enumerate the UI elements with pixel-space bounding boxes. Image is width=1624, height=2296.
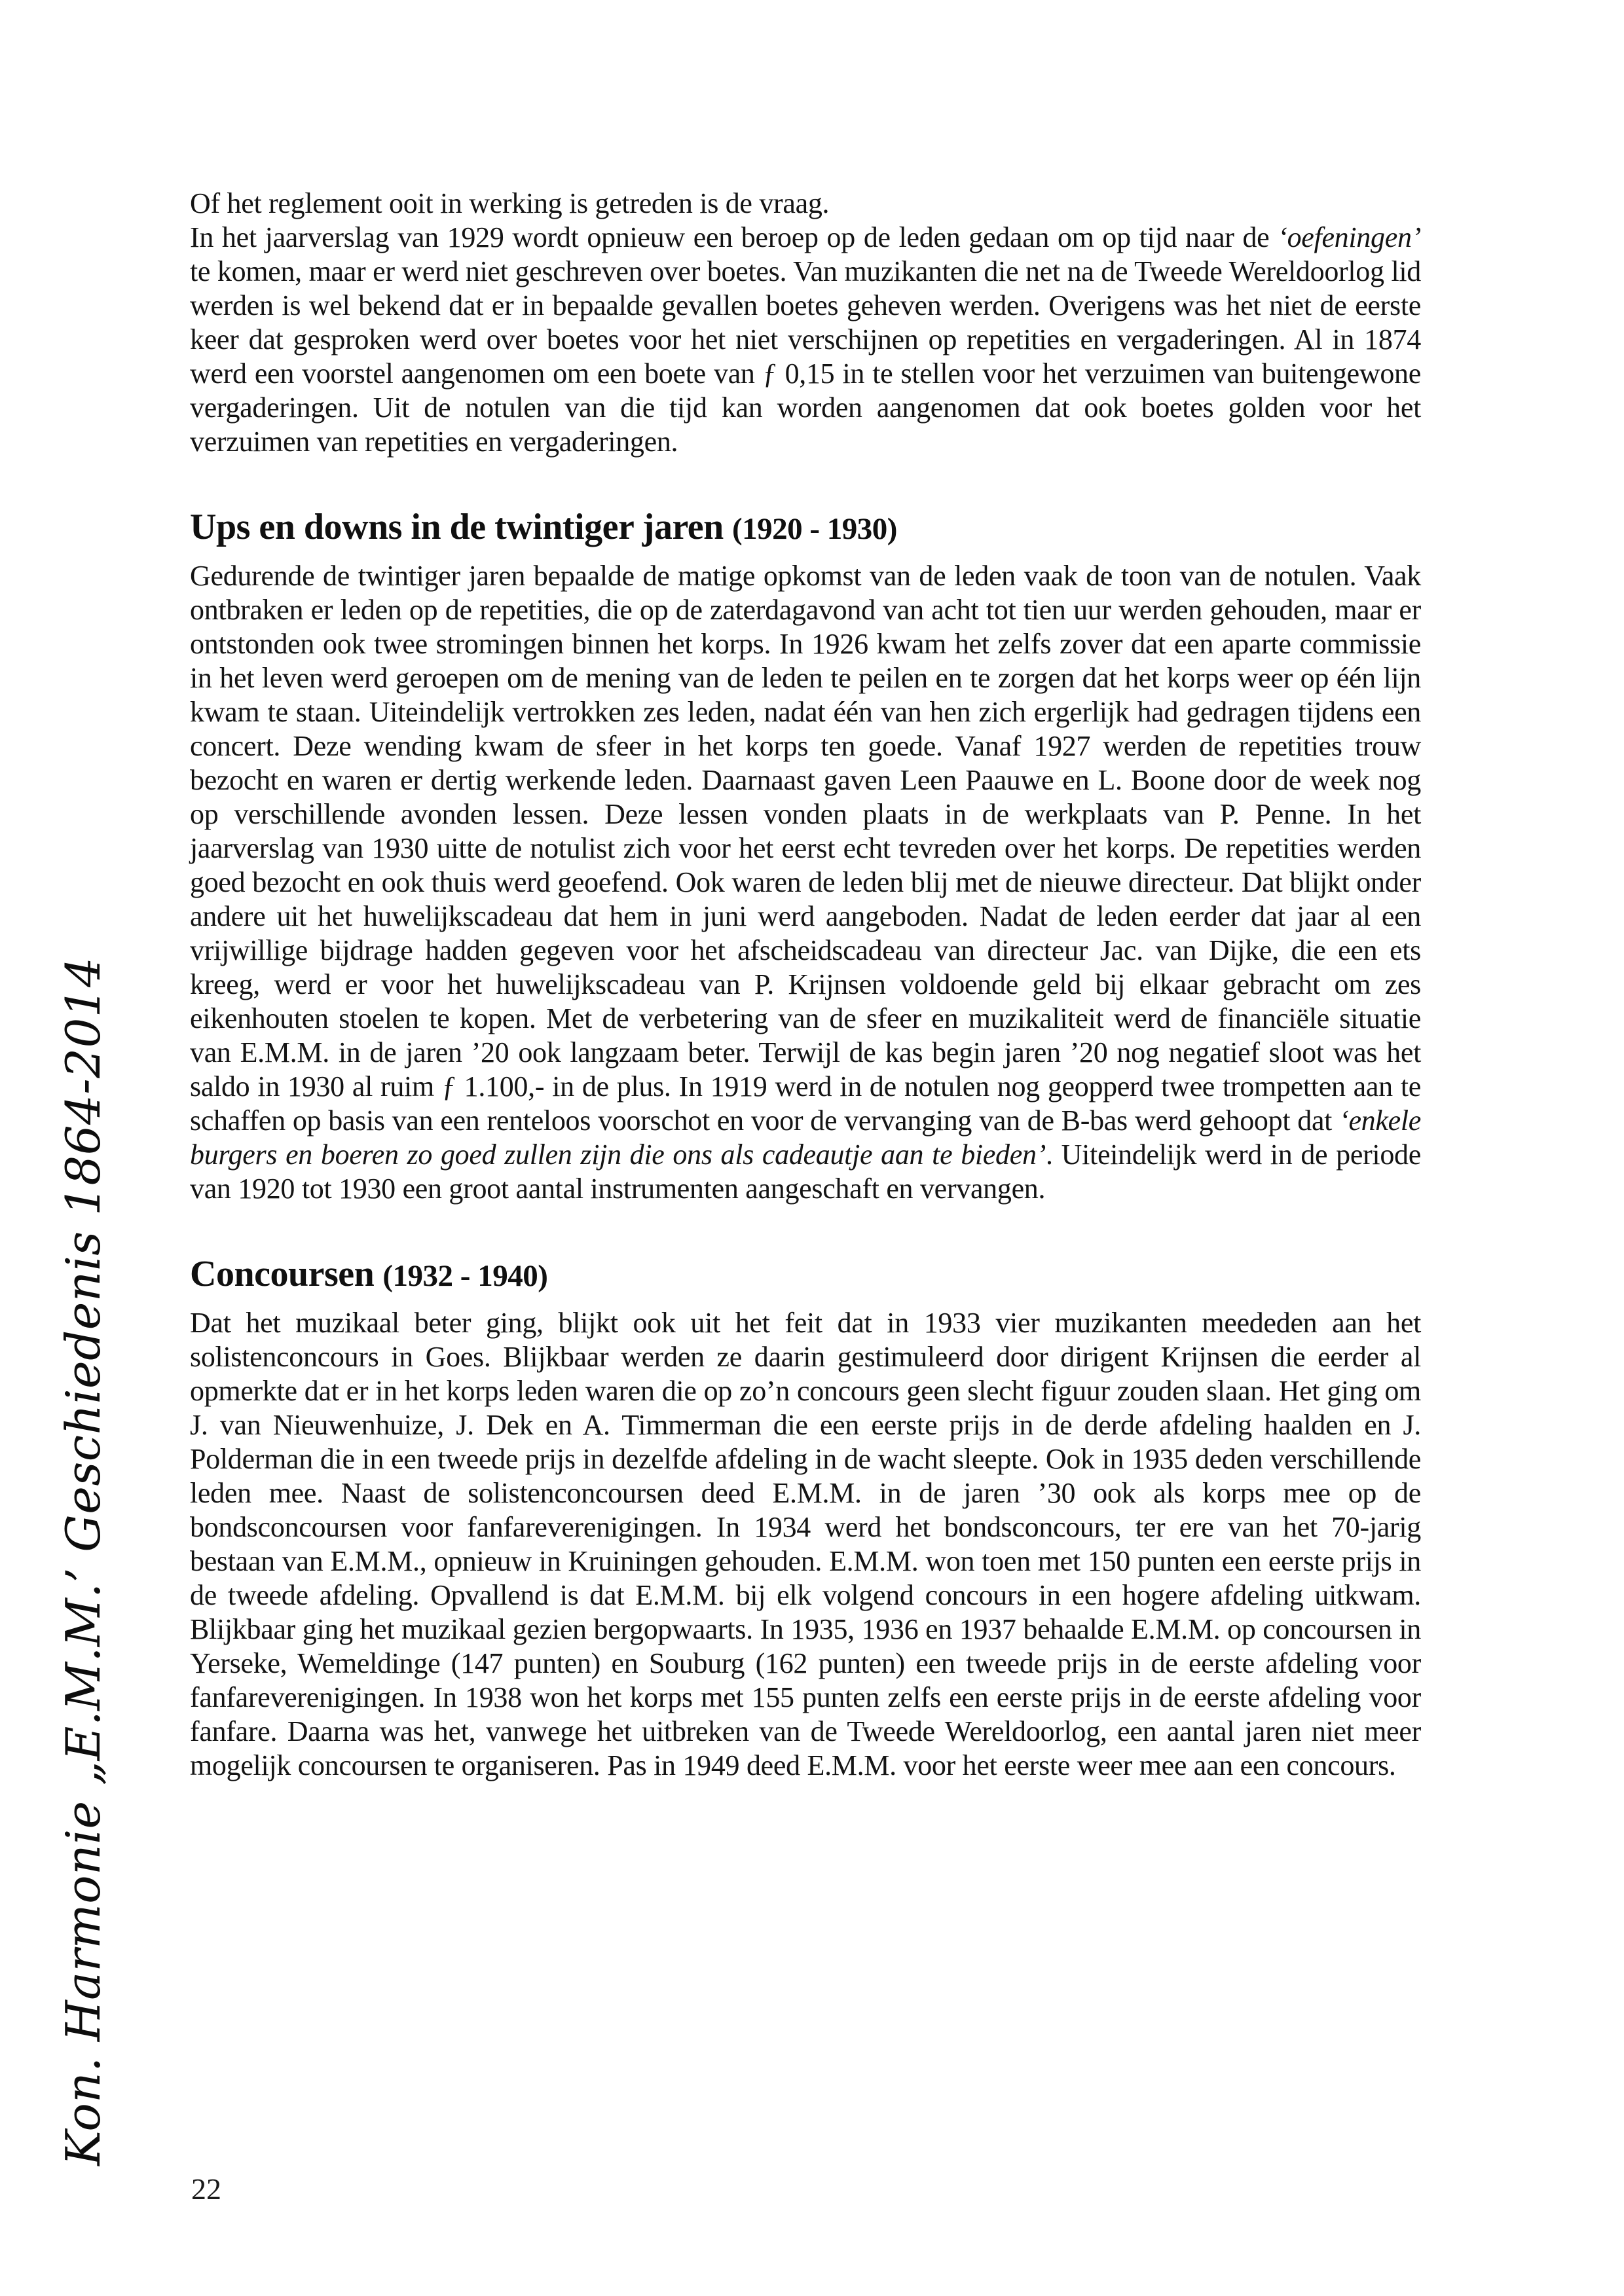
heading-year-range: (1932 - 1940)	[382, 1259, 548, 1293]
paragraph-boetes-text: In het jaarverslag van 1929 wordt opnieuw een beroep op de leden gedaan om op tijd naar de	[190, 221, 1278, 253]
page-number: 22	[191, 2172, 221, 2206]
heading-title: Ups en downs in de twintiger jaren	[190, 507, 724, 547]
paragraph-boetes	[190, 221, 1421, 459]
paragraph-twintiger-jaren	[190, 559, 1421, 1206]
paragraph-boetes-text-cont: te komen, maar er werd niet geschreven over boetes. Van muzikanten die net na de Tweede Wereldoorlog lid werden is wel bekend dat er in bepaalde gevallen boetes geheven werden. Overigens was het niet de eerste keer dat gesproken werd over boetes voor het niet verschijnen op repetities en vergaderingen. Al in 1874 werd een voorstel aangenomen om een boete van ƒ 0,15 in te stellen voor het verzuimen van buitengewone vergaderingen. Uit de notulen van die tijd kan worden aangenomen dat ook boetes golden voor het verzuimen van repetities en vergaderingen.	[190, 255, 1421, 458]
paragraph-boetes-quote: ‘oefeningen’	[1278, 221, 1421, 253]
paragraph-intro: Of het reglement ooit in werking is getreden is de vraag.	[190, 187, 830, 219]
sidebar-vertical-title	[34, 957, 132, 2166]
sidebar-title-text: Kon. Harmonie „E.M.M.’ Geschiedenis 1864-2014	[56, 957, 111, 2166]
page-content	[190, 187, 1421, 1783]
paragraph-concoursen: Dat het muzikaal beter ging, blijkt ook uit het feit dat in 1933 vier muzikanten meededen aan het solistenconcours in Goes. Blijkbaar werden ze daarin gestimuleerd door dirigent Krijnsen die eerder al opmerkte dat er in het korps leden waren die op zo’n concours geen slecht figuur zouden slaan. Het ging om J. van Nieuwenhuize, J. Dek en A. Timmerman die een eerste prijs in de derde afdeling haalden en J. Polderman die in een tweede prijs in dezelfde afdeling in de wacht sleepte. Ook in 1935 deden verschillende leden mee. Naast de solistenconcoursen deed E.M.M. in de jaren ’30 ook als korps mee op de bondsconcoursen voor fanfareverenigingen. In 1934 werd het bondsconcours, ter ere van het 70-jarig bestaan van E.M.M., opnieuw in Kruiningen gehouden. E.M.M. won toen met 150 punten een eerste prijs in de tweede afdeling. Opvallend is dat E.M.M. bij elk volgend concours in een hogere afdeling uitkwam. Blijkbaar ging het muzikaal gezien bergopwaarts. In 1935, 1936 en 1937 behaalde E.M.M. op concoursen in Yerseke, Wemeldinge (147 punten) en Souburg (162 punten) een tweede prijs in de eerste afdeling voor fanfareverenigingen. In 1938 won het korps met 155 punten zelfs een eerste prijs in de eerste afdeling voor fanfare. Daarna was het, vanwege het uitbreken van de Tweede Wereldoorlog, een aantal jaren niet meer mogelijk concoursen te organiseren. Pas in 1949 deed E.M.M. voor het eerste weer mee aan een concours.	[190, 1307, 1421, 1781]
heading-title: Concoursen	[190, 1254, 375, 1294]
section-heading-ups-en-downs	[190, 506, 1421, 550]
paragraph-twintiger-quote: ‘enkele burgers en boeren zo goed zullen zijn die ons als cadeautje aan te bieden’	[190, 1104, 1421, 1171]
heading-year-range: (1920 - 1930)	[731, 512, 897, 546]
paragraph-twintiger-text-cont: . Uiteindelijk werd in de periode van 1920 tot 1930 een groot aantal instrumenten aangeschaft en vervangen.	[190, 1139, 1421, 1205]
paragraph-twintiger-text: Gedurende de twintiger jaren bepaalde de matige opkomst van de leden vaak de toon van de notulen. Vaak ontbraken er leden op de repetities, die op de zaterdagavond van acht tot tien uur werden gehouden, maar er ontstonden ook twee stromingen binnen het korps. In 1926 kwam het zelfs zover dat een aparte commissie in het leven werd geroepen om de mening van de leden te peilen en te zorgen dat het korps weer op één lijn kwam te staan. Uiteindelijk vertrokken zes leden, nadat één van hen zich ergerlijk had gedragen tijdens een concert. Deze wending kwam de sfeer in het korps ten goede. Vanaf 1927 werden de repetities trouw bezocht en waren er dertig werkende leden. Daarnaast gaven Leen Paauwe en L. Boone door de week nog op verschillende avonden lessen. Deze lessen vonden plaats in de werkplaats van P. Penne. In het jaarverslag van 1930 uitte de notulist zich voor het eerst echt tevreden over het korps. De repetities werden goed bezocht en ook thuis werd geoefend. Ook waren de leden blij met de nieuwe directeur. Dat blijkt onder andere uit het huwelijkscadeau dat hem in juni werd aangeboden. Nadat de leden eerder dat jaar al een vrijwillige bijdrage hadden gegeven voor het afscheidscadeau van directeur Jac. van Dijke, die een ets kreeg, werd er voor het huwelijkscadeau van P. Krijnsen voldoende geld bij elkaar gebracht om zes eikenhouten stoelen te kopen. Met de verbetering van de sfeer en muzikaliteit werd de financiële situatie van E.M.M. in de jaren ’20 ook langzaam beter. Terwijl de kas begin jaren ’20 nog negatief sloot was het saldo in 1930 al ruim ƒ 1.100,- in de plus. In 1919 werd in de notulen nog geopperd twee trompetten aan te schaffen op basis van een renteloos voorschot en voor de vervanging van de B-bas werd gehoopt dat	[190, 560, 1421, 1137]
section-heading-concoursen	[190, 1253, 1421, 1297]
